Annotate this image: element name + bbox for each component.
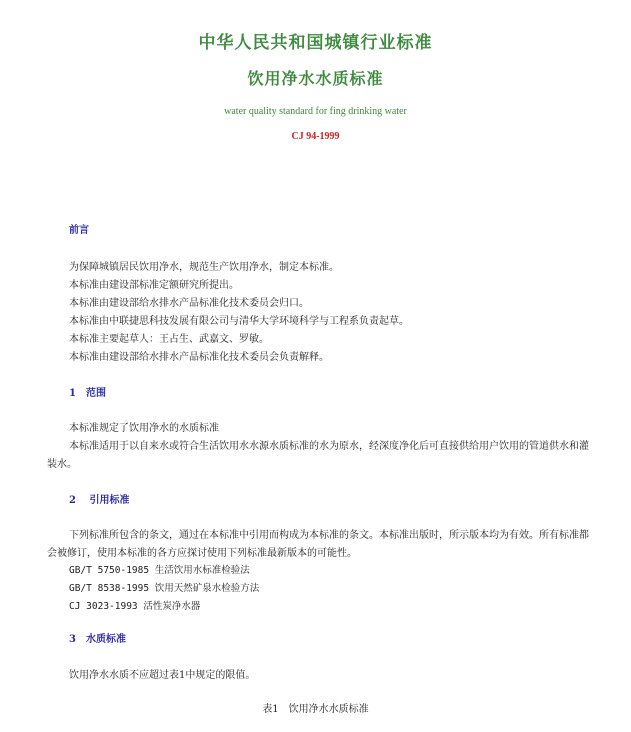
section-heading-foreword: 前言	[69, 225, 89, 236]
references-line: 会被修订，使用本标准的各方应探讨使用下列标准最新版本的可能性。	[47, 548, 357, 559]
reference-item: GB/T 8538-1995 饮用天然矿泉水检验方法	[69, 583, 260, 594]
english-subtitle: water quality standard for fing drinking water	[224, 106, 407, 117]
scope-line: 本标准规定了饮用净水的水质标准	[69, 423, 219, 434]
references-line: 下列标准所包含的条文，通过在本标准中引用而构成为本标准的条文。本标准出版时，所示版本均为有效。所有标准都	[69, 530, 589, 541]
scope-line: 本标准适用于以自来水或符合生活饮用水水源水质标准的水为原水，经深度净化后可直接供给用户饮用的管道供水和灌	[69, 441, 589, 452]
section-heading-quality: 3 水质标准	[69, 634, 126, 645]
section-heading-scope: 1 范围	[69, 388, 106, 399]
table-caption: 表1 饮用净水水质标准	[262, 704, 369, 715]
standard-code: CJ 94-1999	[291, 131, 340, 142]
foreword-line: 为保障城镇居民饮用净水，规范生产饮用净水，制定本标准。	[69, 262, 339, 273]
document-title-line1: 中华人民共和国城镇行业标准	[198, 33, 433, 53]
foreword-line: 本标准由建设部给水排水产品标准化技术委员会归口。	[69, 298, 309, 309]
foreword-line: 本标准由建设部给水排水产品标准化技术委员会负责解释。	[69, 352, 329, 363]
foreword-line: 本标准由中联捷思科技发展有限公司与清华大学环境科学与工程系负责起草。	[69, 316, 409, 327]
foreword-line: 本标准由建设部标准定额研究所提出。	[69, 280, 239, 291]
document-title-line2: 饮用净水水质标准	[247, 69, 384, 88]
scope-line: 装水。	[47, 459, 77, 470]
section-heading-references: 2 引用标准	[69, 495, 130, 506]
foreword-line: 本标准主要起草人：王占生、武嘉文、罗敏。	[69, 334, 269, 345]
reference-item: GB/T 5750-1985 生活饮用水标准检验法	[69, 565, 250, 576]
quality-line: 饮用净水水质不应超过表1中规定的限值。	[69, 670, 256, 681]
reference-item: CJ 3023-1993 活性炭净水器	[69, 601, 201, 612]
